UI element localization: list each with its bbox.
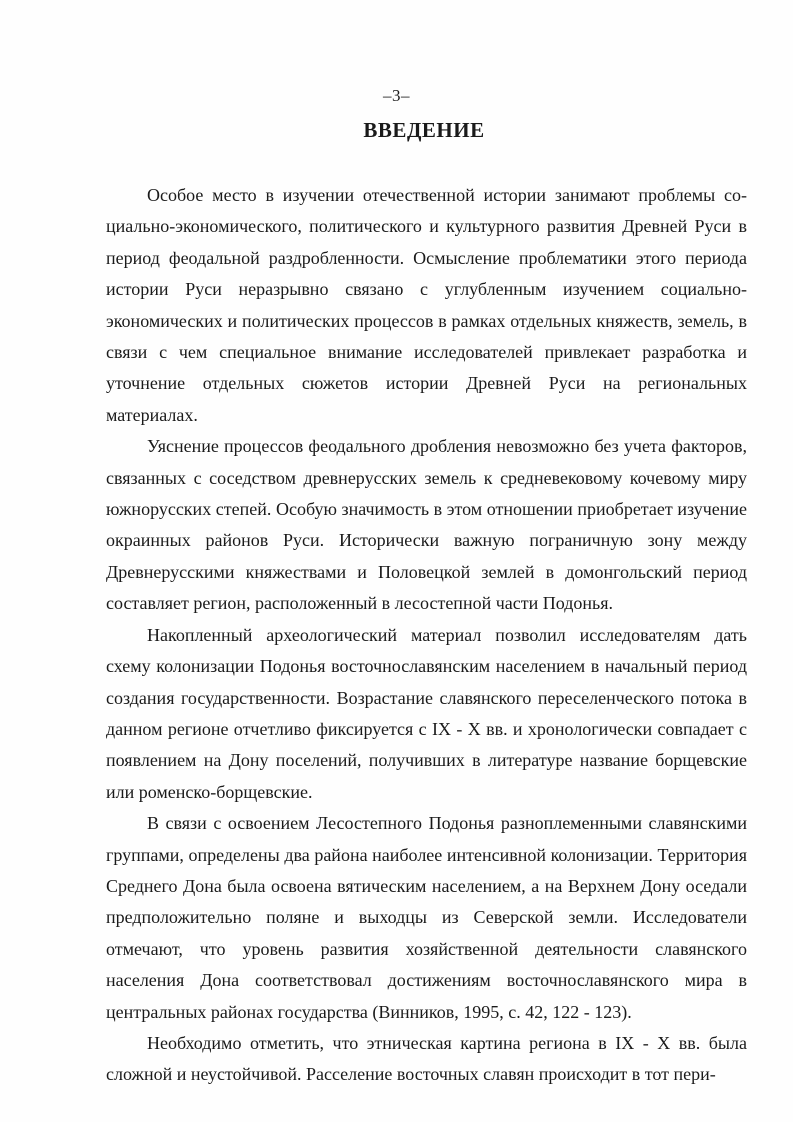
paragraph-4: В связи с освоением Лесостепного Подонья разноплеменными славянскими группами, определены два района наиболее интенсивной колонизации. Территория Среднего Дона была освоена вятическим населением, а на Верхнем Дону оседали предположительно поляне и выходцы из Северской земли. Исследователи отмечают, что уровень развития хозяйственной деятельности славянского населения Дона соответствовал достижениям восточнославянского мира в центральных районах государства (Винников, 1995, с. 42, 122 - 123). bbox=[106, 813, 747, 1022]
page-title: ВВЕДЕНИЕ bbox=[363, 118, 485, 142]
body-text bbox=[106, 180, 747, 1091]
paragraph-2: Уяснение процессов феодального дробления невозможно без учета факторов, связанных с соседством древнерусских земель к средневековому кочевому миру южнорусских степей. Особую значимость в этом отношении приобретает изучение окраинных районов Руси. Исторически важную пограничную зону между Древнерусскими княжествами и Половецкой землей в домонгольский период составляет регион, расположенный в лесостепной части Подонья. bbox=[106, 436, 747, 614]
page-number: –3– bbox=[383, 86, 410, 105]
paragraph-1: Особое место в изучении отечественной истории занимают проблемы социально-экономического, политического и культурного развития Древней Руси в период феодальной раздробленности. Осмысление проблематики этого периода истории Руси неразрывно связано с углубленным изучением социально-экономических и политических процессов в рамках отдельных княжеств, земель, в связи с чем специальное внимание исследователей привлекает разработка и уточнение отдельных сюжетов истории Древней Руси на региональных материалах. bbox=[106, 185, 747, 425]
paragraph-5: Необходимо отметить, что этническая картина региона в IX - X вв. была сложной и неустойчивой. Расселение восточных славян происходит в тот пери- bbox=[106, 1032, 747, 1085]
paragraph-3: Накопленный археологический материал позволил исследователям дать схему колонизации Подонья восточнославянским населением в начальный период создания государственности. Возрастание славянского переселенческого потока в данном регионе отчетливо фиксируется с IX - X вв. и хронологически совпадает с появлением на Дону поселений, получивших в литературе название борщевские или роменско-борщевские. bbox=[106, 624, 747, 802]
